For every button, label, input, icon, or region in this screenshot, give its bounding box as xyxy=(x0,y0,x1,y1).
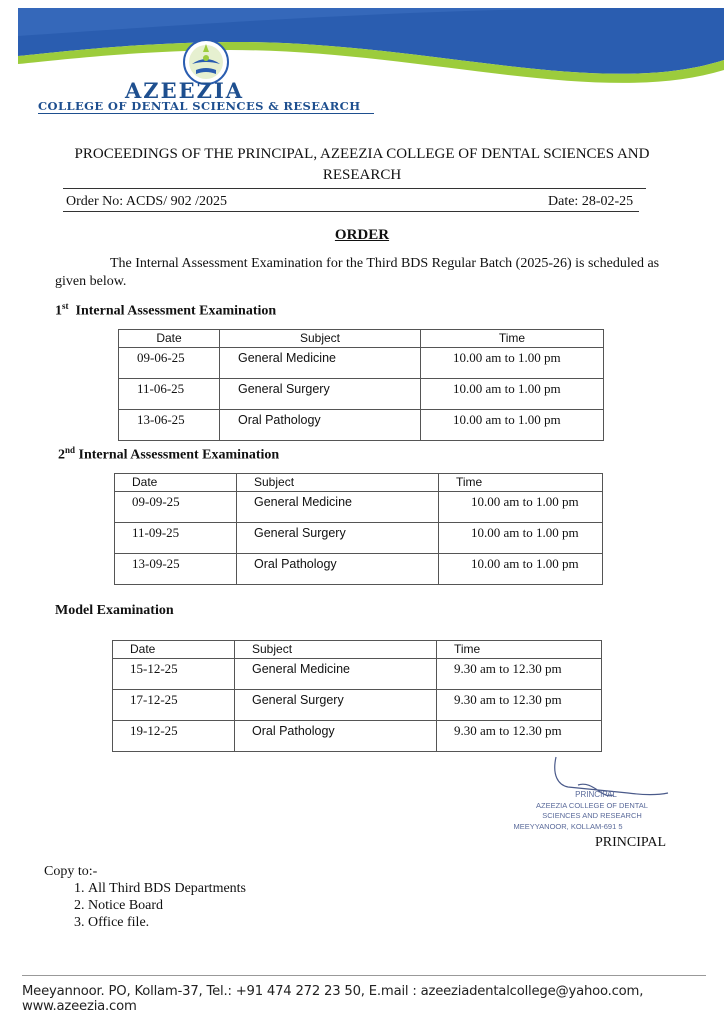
stamp-line-3: SCIENCES AND RESEARCH xyxy=(542,811,642,820)
cell-date: 13-09-25 xyxy=(115,554,237,585)
exam-1-title-text: Internal Assessment Examination xyxy=(75,303,277,319)
cell-subject: General Medicine xyxy=(235,659,437,690)
cell-date: 11-06-25 xyxy=(119,379,220,410)
model-exam-title: Model Examination xyxy=(55,603,174,618)
cell-time: 10.00 am to 1.00 pm xyxy=(421,410,604,441)
cell-time: 10.00 am to 1.00 pm xyxy=(439,523,603,554)
cell-date: 15-12-25 xyxy=(113,659,235,690)
list-item: 3. Office file. xyxy=(88,914,246,931)
cell-time: 9.30 am to 12.30 pm xyxy=(437,721,602,752)
table-row xyxy=(115,554,603,585)
table-row xyxy=(119,348,604,379)
list-item: 2. Notice Board xyxy=(88,897,246,914)
table-row xyxy=(115,523,603,554)
column-header-subject: Subject xyxy=(237,474,439,492)
stamp-line-1: PRINCIPAL xyxy=(575,790,617,799)
table-header-row xyxy=(115,474,603,492)
header-rule-bottom xyxy=(63,211,639,212)
exam-1-ordinal: 1 xyxy=(55,303,62,319)
cell-date: 17-12-25 xyxy=(113,690,235,721)
column-header-date: Date xyxy=(115,474,237,492)
table-row xyxy=(119,410,604,441)
exam-1-ordinal-suffix: st xyxy=(62,301,69,311)
exam-1-table xyxy=(118,329,604,441)
cell-date: 11-09-25 xyxy=(115,523,237,554)
cell-date: 09-06-25 xyxy=(119,348,220,379)
column-header-date: Date xyxy=(113,641,235,659)
copy-to-list xyxy=(66,880,246,931)
cell-date: 19-12-25 xyxy=(113,721,235,752)
footer-rule xyxy=(22,975,706,976)
cell-subject: Oral Pathology xyxy=(220,410,421,441)
exam-2-table xyxy=(114,473,603,585)
cell-subject: General Medicine xyxy=(237,492,439,523)
table-header-row xyxy=(119,330,604,348)
cell-time: 9.30 am to 12.30 pm xyxy=(437,690,602,721)
exam-2-ordinal: 2 xyxy=(58,447,65,463)
order-number: Order No: ACDS/ 902 /2025 xyxy=(66,194,227,209)
list-item: 1. All Third BDS Departments xyxy=(88,880,246,897)
model-exam-table xyxy=(112,640,602,752)
stamp-line-2: AZEEZIA COLLEGE OF DENTAL xyxy=(536,801,648,810)
subtitle-underline xyxy=(38,113,374,114)
table-row xyxy=(115,492,603,523)
column-header-subject: Subject xyxy=(235,641,437,659)
exam-1-title xyxy=(55,301,276,320)
cell-time: 10.00 am to 1.00 pm xyxy=(439,554,603,585)
table-row xyxy=(113,690,602,721)
cell-subject: General Surgery xyxy=(235,690,437,721)
column-header-time: Time xyxy=(437,641,602,659)
proceedings-title: PROCEEDINGS OF THE PRINCIPAL, AZEEZIA COLLEGE OF DENTAL SCIENCES AND RESEARCH xyxy=(74,146,650,183)
order-date: Date: 28-02-25 xyxy=(548,194,634,209)
column-header-time: Time xyxy=(421,330,604,348)
exam-2-title-text: Internal Assessment Examination xyxy=(78,447,280,463)
table-header-row xyxy=(113,641,602,659)
stamp-line-4: MEEYYANOOR, KOLLAM-691 5 xyxy=(513,822,623,831)
cell-time: 10.00 am to 1.00 pm xyxy=(439,492,603,523)
table-row xyxy=(113,659,602,690)
column-header-date: Date xyxy=(119,330,220,348)
cell-date: 13-06-25 xyxy=(119,410,220,441)
college-name: AZEEZIA xyxy=(125,78,245,103)
signatory-title: PRINCIPAL xyxy=(595,835,667,850)
column-header-subject: Subject xyxy=(220,330,421,348)
order-intro: The Internal Assessment Examination for the Third BDS Regular Batch (2025-26) is scheduled as given below. xyxy=(55,256,660,289)
college-subtitle: COLLEGE OF DENTAL SCIENCES & RESEARCH xyxy=(38,99,361,113)
footer-contact: Meeyannoor. PO, Kollam-37, Tel.: +91 474 272 23 50, E.mail : azeeziadentalcollege@yahoo.com, www.azeezia.com xyxy=(22,984,644,1014)
cell-time: 10.00 am to 1.00 pm xyxy=(421,348,604,379)
exam-2-ordinal-suffix: nd xyxy=(65,445,76,455)
cell-date: 09-09-25 xyxy=(115,492,237,523)
column-header-time: Time xyxy=(439,474,603,492)
copy-to-label: Copy to:- xyxy=(44,864,98,879)
cell-subject: General Surgery xyxy=(237,523,439,554)
order-heading: ORDER xyxy=(334,227,390,243)
cell-subject: Oral Pathology xyxy=(235,721,437,752)
cell-time: 9.30 am to 12.30 pm xyxy=(437,659,602,690)
header-rule-top xyxy=(63,188,646,189)
table-row xyxy=(119,379,604,410)
cell-subject: Oral Pathology xyxy=(237,554,439,585)
cell-time: 10.00 am to 1.00 pm xyxy=(421,379,604,410)
cell-subject: General Surgery xyxy=(220,379,421,410)
principal-stamp xyxy=(508,755,678,835)
exam-2-title xyxy=(58,445,279,464)
cell-subject: General Medicine xyxy=(220,348,421,379)
table-row xyxy=(113,721,602,752)
